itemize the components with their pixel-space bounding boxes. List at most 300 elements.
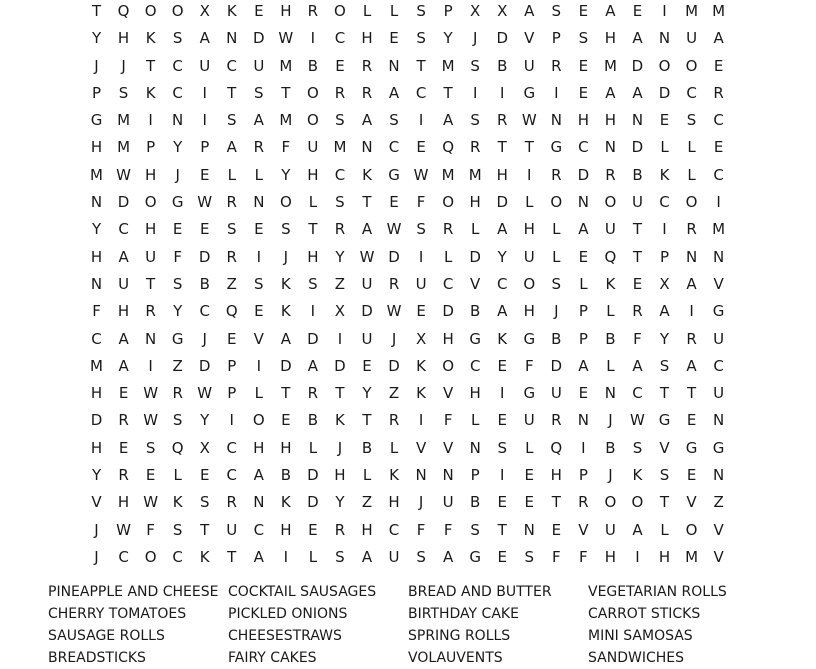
grid-letter: I <box>716 193 721 212</box>
grid-letter: W <box>116 520 131 539</box>
grid-letter: I <box>256 356 262 375</box>
grid-letter: X <box>659 274 670 293</box>
grid-letter: I <box>337 329 343 348</box>
grid-letter: K <box>362 165 372 184</box>
grid-letter: S <box>199 493 210 512</box>
grid-letter: P <box>227 356 237 375</box>
grid-row <box>83 189 733 216</box>
grid-letter: W <box>143 384 159 403</box>
grid-letter: L <box>471 411 480 430</box>
grid-letter: T <box>497 520 507 539</box>
grid-letter: H <box>307 247 319 266</box>
grid-letter: O <box>442 193 455 212</box>
grid-letter: R <box>497 111 508 130</box>
word-list-item: SPRING ROLLS <box>408 628 511 644</box>
grid-letter: J <box>94 547 99 566</box>
grid-letter: L <box>389 438 399 457</box>
grid-letter: U <box>118 274 130 293</box>
grid-letter: C <box>118 220 129 239</box>
word-list-item: CHEESESTRAWS <box>228 628 342 644</box>
grid-letter: O <box>171 2 184 20</box>
grid-letter: L <box>687 165 696 184</box>
grid-letter: U <box>361 329 373 348</box>
grid-letter: J <box>608 466 613 485</box>
grid-letter: U <box>307 138 319 157</box>
grid-letter: V <box>443 438 454 457</box>
grid-letter: D <box>307 329 319 348</box>
grid-letter: K <box>280 493 291 512</box>
grid-letter: Z <box>334 274 346 293</box>
grid-letter: Q <box>550 438 563 457</box>
grid-letter: J <box>283 247 289 266</box>
grid-letter: C <box>172 83 183 102</box>
grid-letter: M <box>117 138 131 157</box>
grid-letter: E <box>686 411 697 430</box>
grid-letter: W <box>278 29 294 48</box>
grid-letter: H <box>604 547 617 566</box>
grid-letter: Y <box>335 247 345 266</box>
grid-letter: H <box>144 220 157 239</box>
grid-letter: D <box>280 356 292 375</box>
grid-letter: U <box>415 274 427 293</box>
grid-letter: R <box>307 384 319 403</box>
grid-letter: K <box>605 274 616 293</box>
grid-letter: H <box>280 2 292 20</box>
grid-letter: V <box>713 520 724 539</box>
grid-letter: H <box>604 111 617 130</box>
grid-letter: G <box>171 329 184 348</box>
grid-letter: R <box>307 2 319 20</box>
grid-letter: U <box>550 384 562 403</box>
grid-letter: Y <box>659 329 670 348</box>
grid-letter: A <box>497 302 508 321</box>
grid-letter: N <box>577 193 589 212</box>
grid-letter: N <box>712 247 725 266</box>
grid-letter: M <box>468 165 482 184</box>
grid-letter: C <box>334 165 346 184</box>
grid-letter: Y <box>200 411 210 430</box>
grid-letter: D <box>361 302 373 321</box>
grid-letter: X <box>334 302 346 321</box>
grid-letter: H <box>469 193 481 212</box>
grid-letter: S <box>389 111 399 130</box>
grid-letter: K <box>416 356 426 375</box>
grid-letter: W <box>116 165 131 184</box>
grid-letter: I <box>148 111 153 130</box>
grid-letter: C <box>415 83 427 102</box>
grid-letter: O <box>658 56 671 75</box>
grid-letter: D <box>496 193 508 212</box>
grid-letter: P <box>659 247 670 266</box>
grid-letter: D <box>198 356 211 375</box>
grid-letter: M <box>90 356 103 375</box>
grid-letter: W <box>143 411 159 430</box>
grid-letter: E <box>713 56 724 75</box>
grid-letter: I <box>554 83 559 102</box>
grid-letter: Y <box>497 247 507 266</box>
grid-letter: B <box>307 411 319 430</box>
grid-letter: U <box>145 247 157 266</box>
grid-letter: S <box>416 547 426 566</box>
grid-letter: C <box>496 274 508 293</box>
grid-letter: I <box>635 547 640 566</box>
grid-letter: T <box>308 220 318 239</box>
grid-letter: U <box>523 247 535 266</box>
grid-letter: K <box>199 547 210 566</box>
grid-letter: F <box>281 138 291 157</box>
grid-letter: F <box>443 520 453 539</box>
grid-letter: E <box>335 56 345 75</box>
grid-letter: S <box>172 411 183 430</box>
grid-letter: R <box>605 165 616 184</box>
grid-letter: D <box>90 411 103 430</box>
word-list-item: VEGETARIAN ROLLS <box>588 584 727 600</box>
grid-letter: W <box>386 302 402 321</box>
word-list-item: MINI SAMOSAS <box>588 628 693 644</box>
grid-letter: J <box>554 302 559 321</box>
grid-letter: V <box>524 29 535 48</box>
grid-letter: E <box>578 247 589 266</box>
grid-letter: G <box>550 138 563 157</box>
grid-letter: N <box>172 111 184 130</box>
grid-letter: H <box>523 302 535 321</box>
grid-letter: P <box>227 384 237 403</box>
grid-letter: H <box>90 138 103 157</box>
grid-letter: G <box>469 547 481 566</box>
grid-letter: Z <box>713 493 724 512</box>
grid-letter: L <box>173 466 182 485</box>
grid-letter: A <box>118 356 129 375</box>
grid-letter: S <box>524 547 535 566</box>
grid-letter: T <box>146 56 156 75</box>
grid-letter: O <box>306 111 319 130</box>
grid-letter: E <box>551 520 562 539</box>
grid-letter: Y <box>173 302 183 321</box>
grid-letter: I <box>148 356 153 375</box>
grid-letter: I <box>527 165 532 184</box>
grid-letter: A <box>253 547 264 566</box>
grid-letter: R <box>551 56 562 75</box>
grid-letter: G <box>712 302 725 321</box>
grid-letter: E <box>118 438 129 457</box>
grid-letter: D <box>307 493 319 512</box>
grid-letter: E <box>199 220 210 239</box>
grid-letter: R <box>551 411 562 430</box>
grid-letter: R <box>118 411 129 430</box>
grid-letter: I <box>202 83 207 102</box>
grid-letter: W <box>143 493 159 512</box>
grid-letter: N <box>523 520 535 539</box>
grid-letter: C <box>334 29 346 48</box>
grid-letter: W <box>386 220 402 239</box>
grid-letter: U <box>388 547 400 566</box>
grid-letter: L <box>525 193 534 212</box>
grid-letter: U <box>713 329 725 348</box>
grid-letter: T <box>146 274 156 293</box>
grid-letter: I <box>310 29 316 48</box>
grid-letter: H <box>90 247 103 266</box>
grid-letter: L <box>308 547 318 566</box>
grid-letter: E <box>145 466 156 485</box>
grid-letter: H <box>442 329 454 348</box>
grid-letter: L <box>525 438 534 457</box>
grid-letter: S <box>145 438 156 457</box>
grid-letter: D <box>577 165 590 184</box>
grid-letter: T <box>200 520 210 539</box>
grid-letter: M <box>333 138 347 157</box>
grid-letter: A <box>388 83 400 102</box>
grid-letter: L <box>552 220 561 239</box>
grid-letter: F <box>633 329 642 348</box>
grid-letter: Q <box>225 302 238 321</box>
grid-letter: I <box>662 220 667 239</box>
grid-letter: A <box>578 220 589 239</box>
grid-letter: L <box>308 438 318 457</box>
grid-letter: A <box>199 29 210 48</box>
grid-letter: F <box>552 547 561 566</box>
grid-letter: V <box>91 493 102 512</box>
grid-letter: S <box>281 220 291 239</box>
grid-letter: P <box>551 29 561 48</box>
grid-letter: R <box>578 493 589 512</box>
grid-letter: B <box>605 438 616 457</box>
grid-letter: W <box>521 111 537 130</box>
grid-letter: P <box>200 138 210 157</box>
grid-letter: E <box>389 29 399 48</box>
grid-letter: E <box>254 220 264 239</box>
grid-letter: Z <box>388 384 400 403</box>
grid-letter: T <box>416 56 426 75</box>
grid-letter: M <box>279 56 293 75</box>
grid-letter: D <box>631 56 644 75</box>
grid-letter: J <box>94 520 99 539</box>
grid-letter: X <box>470 2 481 20</box>
grid-letter: V <box>686 493 697 512</box>
grid-letter: Z <box>226 274 237 293</box>
grid-letter: K <box>632 466 643 485</box>
grid-letter: A <box>659 302 670 321</box>
grid-letter: D <box>631 138 644 157</box>
grid-letter: O <box>252 411 265 430</box>
grid-row <box>83 407 733 434</box>
grid-letter: Y <box>91 220 102 239</box>
grid-letter: E <box>632 2 643 20</box>
grid-row <box>83 0 733 25</box>
grid-letter: L <box>660 138 669 157</box>
grid-letter: J <box>175 165 180 184</box>
grid-letter: U <box>523 56 535 75</box>
grid-letter: K <box>145 29 156 48</box>
grid-letter: S <box>551 274 562 293</box>
grid-letter: C <box>713 165 724 184</box>
grid-letter: R <box>361 56 373 75</box>
grid-letter: H <box>117 302 130 321</box>
grid-letter: U <box>604 220 616 239</box>
grid-letter: N <box>631 111 644 130</box>
grid-letter: R <box>253 138 265 157</box>
grid-letter: D <box>334 356 346 375</box>
grid-row <box>83 53 733 80</box>
grid-letter: S <box>254 83 264 102</box>
grid-letter: I <box>500 384 505 403</box>
grid-letter: C <box>388 520 400 539</box>
grid-letter: S <box>416 220 426 239</box>
grid-letter: P <box>578 329 588 348</box>
word-list-item: SANDWICHES <box>588 650 684 666</box>
grid-letter: I <box>283 547 289 566</box>
grid-letter: N <box>415 466 427 485</box>
grid-letter: Q <box>171 438 184 457</box>
grid-row <box>83 107 733 134</box>
grid-letter: L <box>362 466 372 485</box>
grid-letter: Y <box>281 165 291 184</box>
grid-letter: A <box>632 356 643 375</box>
grid-letter: S <box>254 274 264 293</box>
grid-letter: C <box>91 329 102 348</box>
grid-letter: S <box>172 274 183 293</box>
grid-letter: N <box>604 138 617 157</box>
grid-letter: R <box>334 83 346 102</box>
grid-letter: G <box>712 438 725 457</box>
grid-letter: O <box>144 2 157 20</box>
grid-letter: J <box>202 329 207 348</box>
grid-letter: X <box>199 2 210 20</box>
grid-letter: C <box>578 138 589 157</box>
word-list-item: BREAD AND BUTTER <box>408 584 552 600</box>
grid-letter: U <box>253 56 265 75</box>
grid-letter: J <box>472 29 478 48</box>
grid-letter: M <box>685 2 699 20</box>
grid-letter: L <box>579 274 588 293</box>
grid-letter: G <box>523 329 536 348</box>
grid-letter: E <box>713 138 724 157</box>
grid-letter: E <box>199 165 210 184</box>
grid-letter: T <box>281 83 291 102</box>
grid-letter: D <box>550 356 563 375</box>
grid-letter: P <box>146 138 156 157</box>
grid-letter: S <box>659 356 670 375</box>
grid-letter: K <box>172 493 183 512</box>
grid-letter: R <box>118 466 129 485</box>
grid-letter: K <box>659 165 670 184</box>
grid-letter: R <box>226 247 237 266</box>
grid-letter: H <box>361 29 373 48</box>
grid-letter: S <box>226 111 237 130</box>
grid-letter: T <box>659 384 670 403</box>
grid-letter: E <box>578 83 589 102</box>
grid-letter: O <box>334 2 346 20</box>
grid-letter: N <box>253 493 265 512</box>
grid-letter: N <box>253 193 265 212</box>
grid-letter: Z <box>172 356 183 375</box>
grid-letter: N <box>226 29 238 48</box>
grid-letter: A <box>686 274 697 293</box>
grid-letter: T <box>362 411 372 430</box>
grid-letter: E <box>578 384 589 403</box>
grid-letter: B <box>199 274 210 293</box>
grid-letter: R <box>145 302 156 321</box>
grid-letter: H <box>388 493 400 512</box>
grid-letter: C <box>199 302 210 321</box>
grid-letter: E <box>524 466 535 485</box>
grid-letter: N <box>712 411 725 430</box>
word-list-item: BIRTHDAY CAKE <box>408 606 519 622</box>
grid-letter: E <box>416 138 426 157</box>
grid-letter: D <box>658 83 671 102</box>
grid-letter: E <box>686 466 697 485</box>
grid-letter: B <box>280 466 291 485</box>
grid-letter: D <box>388 356 400 375</box>
grid-letter: R <box>469 138 481 157</box>
grid-letter: J <box>391 329 397 348</box>
grid-letter: S <box>470 520 480 539</box>
word-list-item: CARROT STICKS <box>588 606 701 622</box>
word-list-item: COCKTAIL SAUSAGES <box>228 584 377 600</box>
grid-letter: I <box>418 411 424 430</box>
grid-letter: N <box>604 384 617 403</box>
grid-letter: G <box>469 329 481 348</box>
grid-letter: V <box>415 438 427 457</box>
grid-letter: H <box>117 493 130 512</box>
grid-letter: A <box>253 111 264 130</box>
grid-letter: N <box>388 56 400 75</box>
grid-letter: B <box>470 493 481 512</box>
grid-letter: X <box>415 329 427 348</box>
grid-letter: I <box>418 247 424 266</box>
grid-letter: U <box>226 520 238 539</box>
grid-letter: R <box>632 302 643 321</box>
grid-letter: I <box>229 411 234 430</box>
grid-letter: L <box>254 165 263 184</box>
grid-letter: S <box>335 547 345 566</box>
grid-letter: L <box>606 302 615 321</box>
word-list-item: FAIRY CAKES <box>228 650 317 666</box>
grid-letter: S <box>470 111 480 130</box>
grid-letter: A <box>632 83 643 102</box>
grid-letter: S <box>172 520 183 539</box>
word-list-item: PICKLED ONIONS <box>228 606 348 622</box>
grid-letter: D <box>496 29 508 48</box>
grid-letter: E <box>308 520 318 539</box>
grid-letter: S <box>497 438 507 457</box>
grid-letter: V <box>470 274 481 293</box>
grid-letter: S <box>172 29 183 48</box>
grid-letter: Q <box>117 2 130 20</box>
grid-letter: S <box>416 29 426 48</box>
grid-letter: L <box>687 138 696 157</box>
grid-letter: T <box>632 247 643 266</box>
grid-row <box>83 298 733 325</box>
grid-letter: N <box>145 329 157 348</box>
grid-letter: S <box>632 438 643 457</box>
grid-letter: M <box>117 111 131 130</box>
grid-letter: H <box>496 165 508 184</box>
grid-letter: O <box>685 56 698 75</box>
grid-letter: H <box>280 520 292 539</box>
grid-letter: V <box>578 520 589 539</box>
grid-letter: A <box>361 220 373 239</box>
grid-letter: E <box>362 356 372 375</box>
grid-letter: L <box>254 384 263 403</box>
grid-letter: H <box>90 384 103 403</box>
grid-letter: A <box>632 520 643 539</box>
grid-letter: H <box>550 466 562 485</box>
word-list <box>48 581 816 669</box>
grid-letter: R <box>686 329 697 348</box>
grid-letter: F <box>146 520 155 539</box>
grid-row <box>83 25 733 52</box>
grid-letter: I <box>689 302 694 321</box>
